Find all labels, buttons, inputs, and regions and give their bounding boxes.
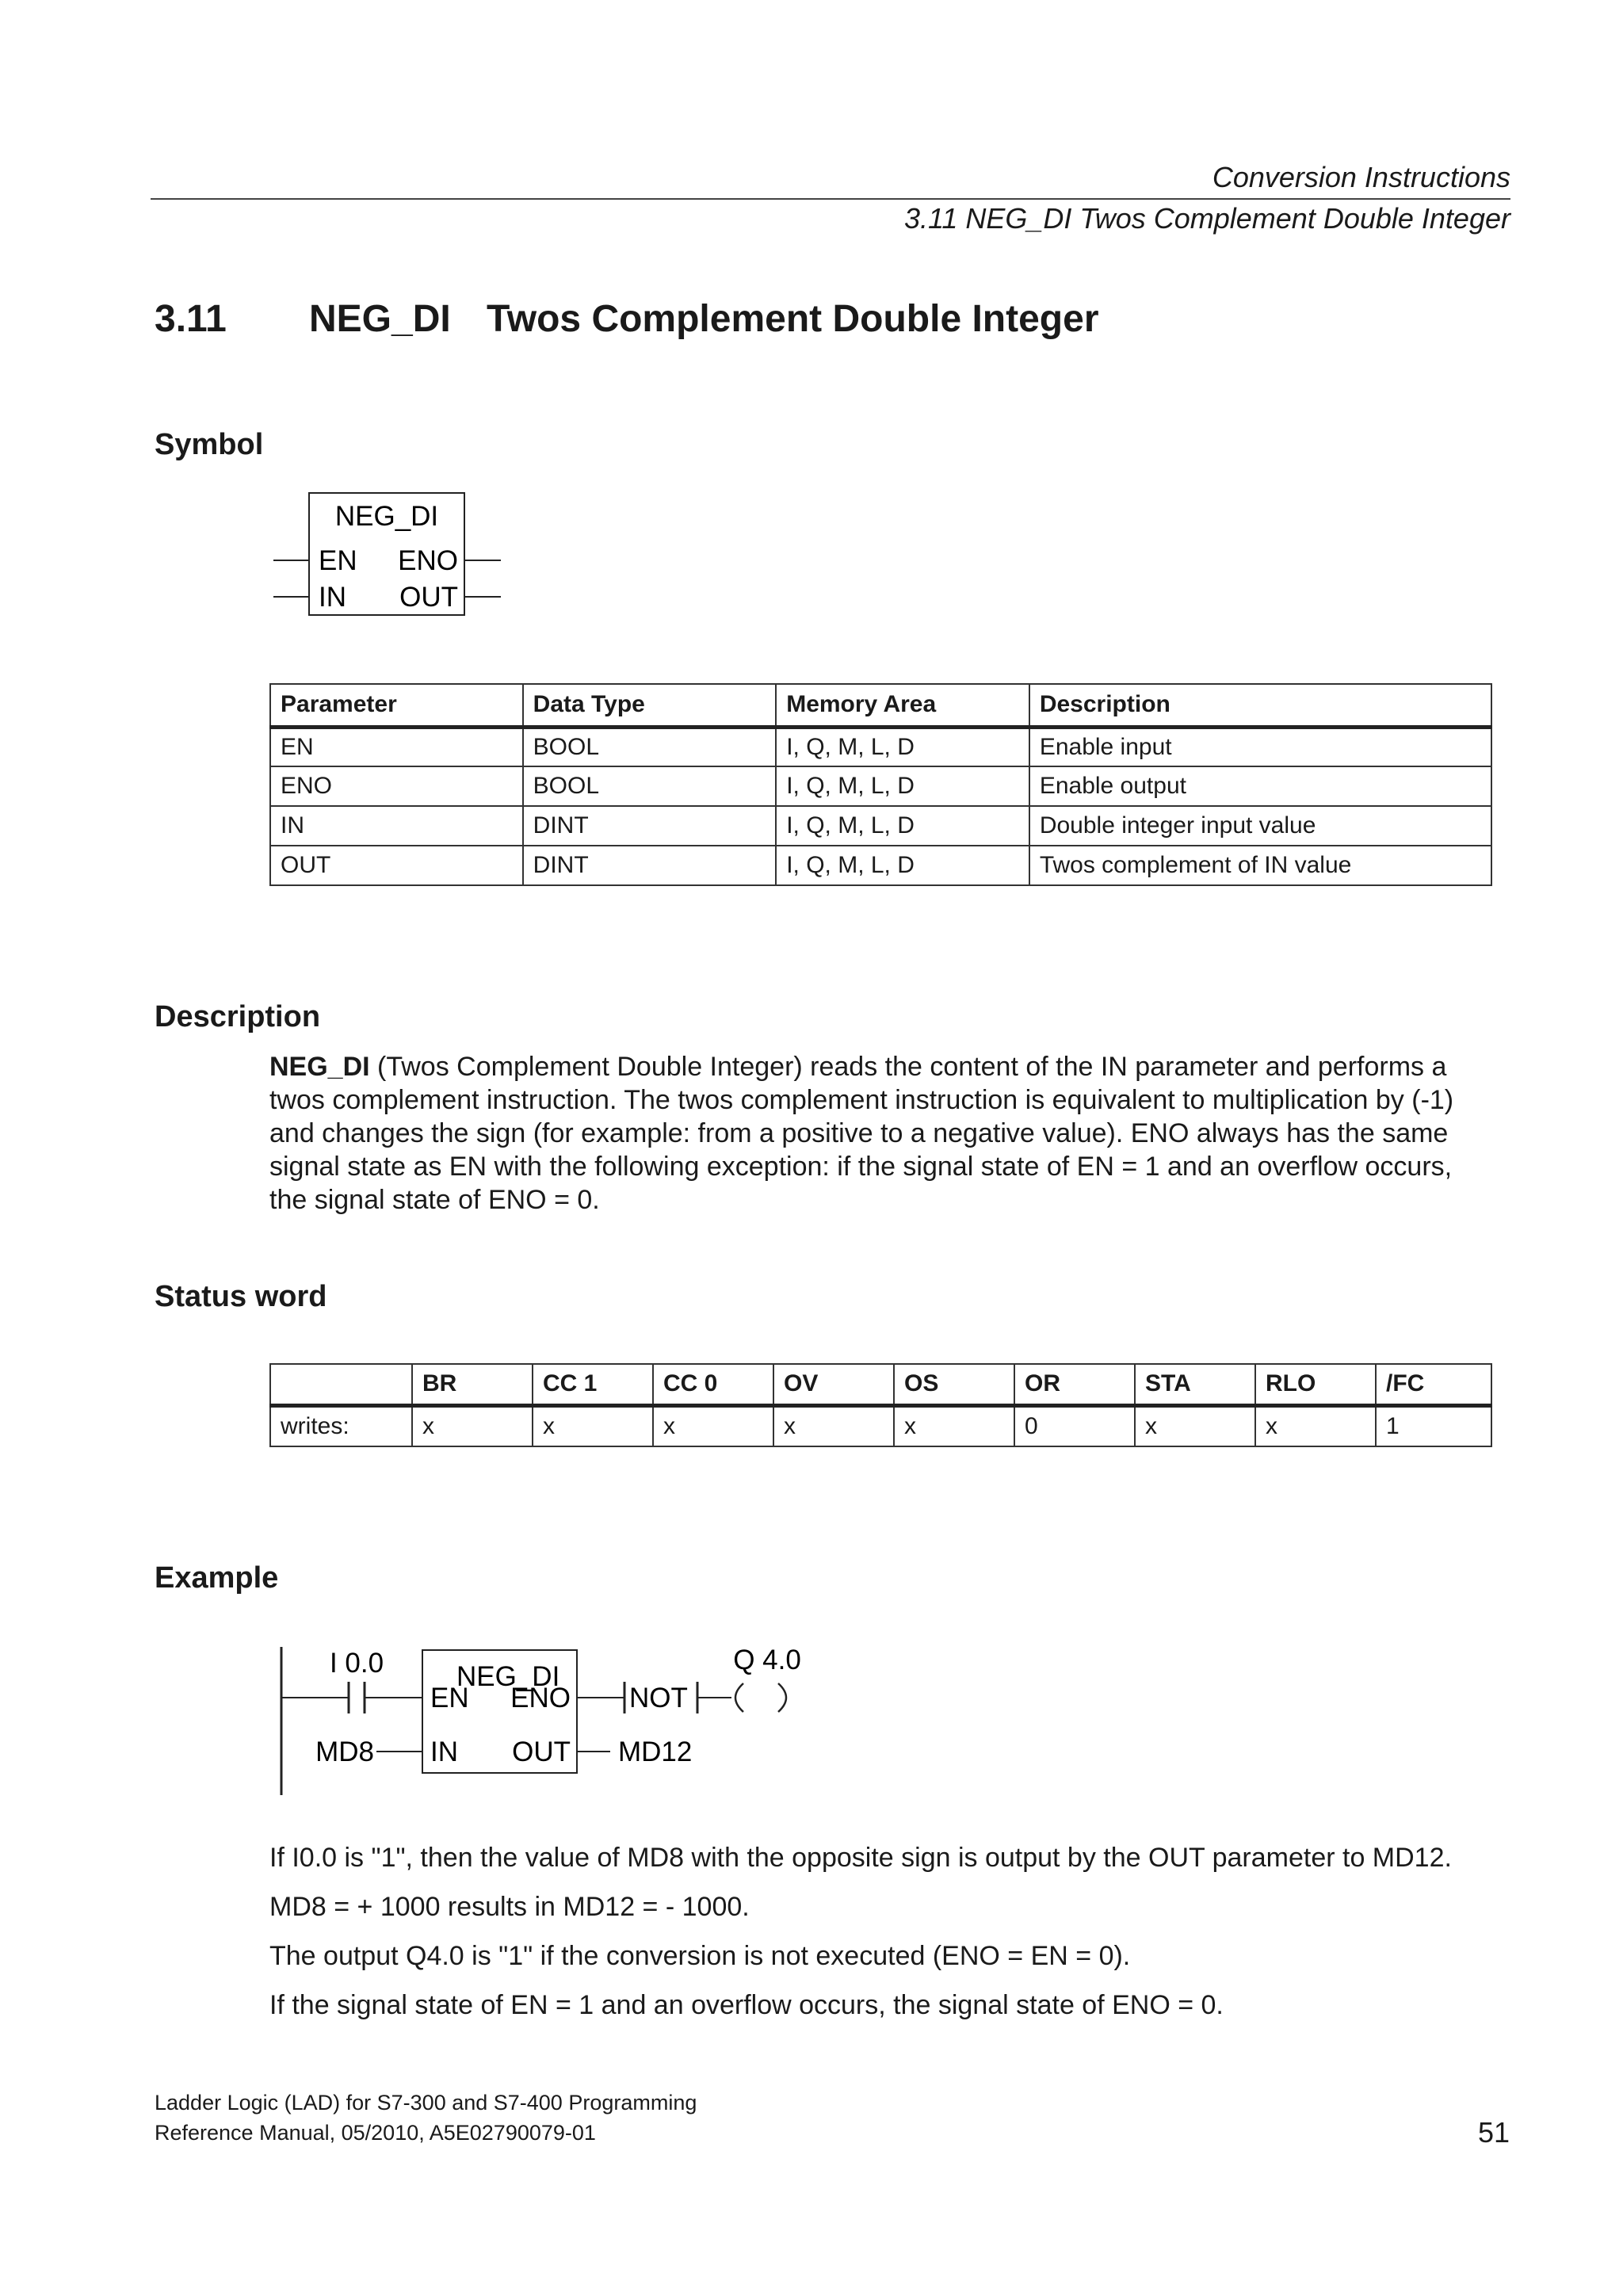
table-cell: Enable output [1029, 766, 1491, 806]
table-cell: 1 [1376, 1405, 1491, 1446]
table-cell: 0 [1014, 1405, 1135, 1446]
status-word-table [269, 1363, 1492, 1447]
symbol-eno-label: ENO [398, 545, 458, 576]
symbol-diagram [262, 483, 523, 626]
symbol-box-title: NEG_DI [334, 501, 439, 532]
section-number: 3.11 [155, 298, 227, 340]
table-cell: I, Q, M, L, D [776, 727, 1029, 766]
description-text: (Twos Complement Double Integer) reads the content of the IN parameter and performs a twos complement instruction. The twos complement instruction is equivalent to multiplication by (-1) and changes the sign (for example: from a positive to a negative value). ENO always has the same signal state as EN with the following exception: if the signal state of EN = 1 and an overflow occurs, the signal state of ENO = 0. [269, 1052, 1454, 1215]
status-word-header [270, 1364, 1491, 1405]
symbol-en-label: EN [319, 545, 357, 576]
table-cell: EN [270, 727, 523, 766]
status-word-heading: Status word [155, 1280, 327, 1313]
table-cell: x [412, 1405, 533, 1446]
table-row [270, 727, 1491, 766]
table-cell: x [1135, 1405, 1255, 1446]
column-header: Memory Area [776, 684, 1029, 727]
coil-label: Q 4.0 [733, 1645, 801, 1675]
table-cell: ENO [270, 766, 523, 806]
output-operand: MD12 [618, 1736, 693, 1767]
column-header [270, 1364, 412, 1405]
description-paragraph [269, 1050, 1490, 1217]
table-cell: Double integer input value [1029, 806, 1491, 846]
example-line: MD8 = + 1000 results in MD12 = - 1000. [269, 1892, 750, 1922]
example-en-label: EN [430, 1683, 469, 1713]
table-cell: x [894, 1405, 1014, 1446]
table-row [270, 806, 1491, 846]
description-lead: NEG_DI [269, 1052, 370, 1082]
column-header: OV [773, 1364, 894, 1405]
table-cell: DINT [523, 806, 777, 846]
example-heading: Example [155, 1561, 279, 1595]
example-box-title: NEG_DI [456, 1661, 560, 1692]
column-header: CC 1 [533, 1364, 653, 1405]
column-header: CC 0 [653, 1364, 773, 1405]
table-cell: I, Q, M, L, D [776, 806, 1029, 846]
table-row [270, 1405, 1491, 1446]
table-cell: x [533, 1405, 653, 1446]
parameter-table [269, 683, 1492, 886]
table-row [270, 766, 1491, 806]
section-code: NEG_DI [309, 298, 451, 340]
example-eno-label: ENO [510, 1683, 571, 1713]
header-rule [151, 198, 1510, 200]
table-cell: OUT [270, 846, 523, 885]
example-line: If I0.0 is "1", then the value of MD8 with the opposite sign is output by the OUT parameter to MD12. [269, 1843, 1452, 1873]
table-cell: x [1255, 1405, 1376, 1446]
page-number: 51 [1477, 2116, 1510, 2149]
contact-label: I 0.0 [329, 1648, 384, 1679]
symbol-out-label: OUT [399, 582, 458, 613]
table-cell: writes: [270, 1405, 412, 1446]
column-header: Description [1029, 684, 1491, 727]
table-cell: I, Q, M, L, D [776, 766, 1029, 806]
running-header-section: 3.11 NEG_DI Twos Complement Double Integer [903, 202, 1510, 235]
table-cell: I, Q, M, L, D [776, 846, 1029, 885]
table-cell: x [653, 1405, 773, 1446]
not-contact-label: NOT [629, 1683, 688, 1713]
footer-manual-title: Ladder Logic (LAD) for S7-300 and S7-400 Programming [155, 2091, 697, 2115]
table-cell: Enable input [1029, 727, 1491, 766]
input-operand: MD8 [315, 1736, 374, 1767]
section-title-text: Twos Complement Double Integer [487, 298, 1099, 340]
table-cell: IN [270, 806, 523, 846]
running-header-chapter: Conversion Instructions [1212, 161, 1510, 193]
footer-reference: Reference Manual, 05/2010, A5E02790079-01 [155, 2121, 596, 2145]
column-header: OS [894, 1364, 1014, 1405]
column-header: Parameter [270, 684, 523, 727]
table-cell: x [773, 1405, 894, 1446]
table-cell: BOOL [523, 766, 777, 806]
symbol-heading: Symbol [155, 428, 264, 461]
column-header: RLO [1255, 1364, 1376, 1405]
ladder-diagram [269, 1633, 824, 1799]
column-header: BR [412, 1364, 533, 1405]
description-heading: Description [155, 1000, 321, 1033]
table-cell: BOOL [523, 727, 777, 766]
example-line: The output Q4.0 is "1" if the conversion is not executed (ENO = EN = 0). [269, 1941, 1131, 1971]
example-out-label: OUT [512, 1736, 571, 1767]
section-title [155, 297, 1099, 341]
table-cell: DINT [523, 846, 777, 885]
example-in-label: IN [430, 1736, 458, 1767]
column-header: /FC [1376, 1364, 1491, 1405]
column-header: Data Type [523, 684, 777, 727]
table-row [270, 846, 1491, 885]
table-cell: Twos complement of IN value [1029, 846, 1491, 885]
example-line: If the signal state of EN = 1 and an overflow occurs, the signal state of ENO = 0. [269, 1990, 1224, 2020]
column-header: STA [1135, 1364, 1255, 1405]
symbol-in-label: IN [319, 582, 346, 613]
parameter-table-header [270, 684, 1491, 727]
column-header: OR [1014, 1364, 1135, 1405]
